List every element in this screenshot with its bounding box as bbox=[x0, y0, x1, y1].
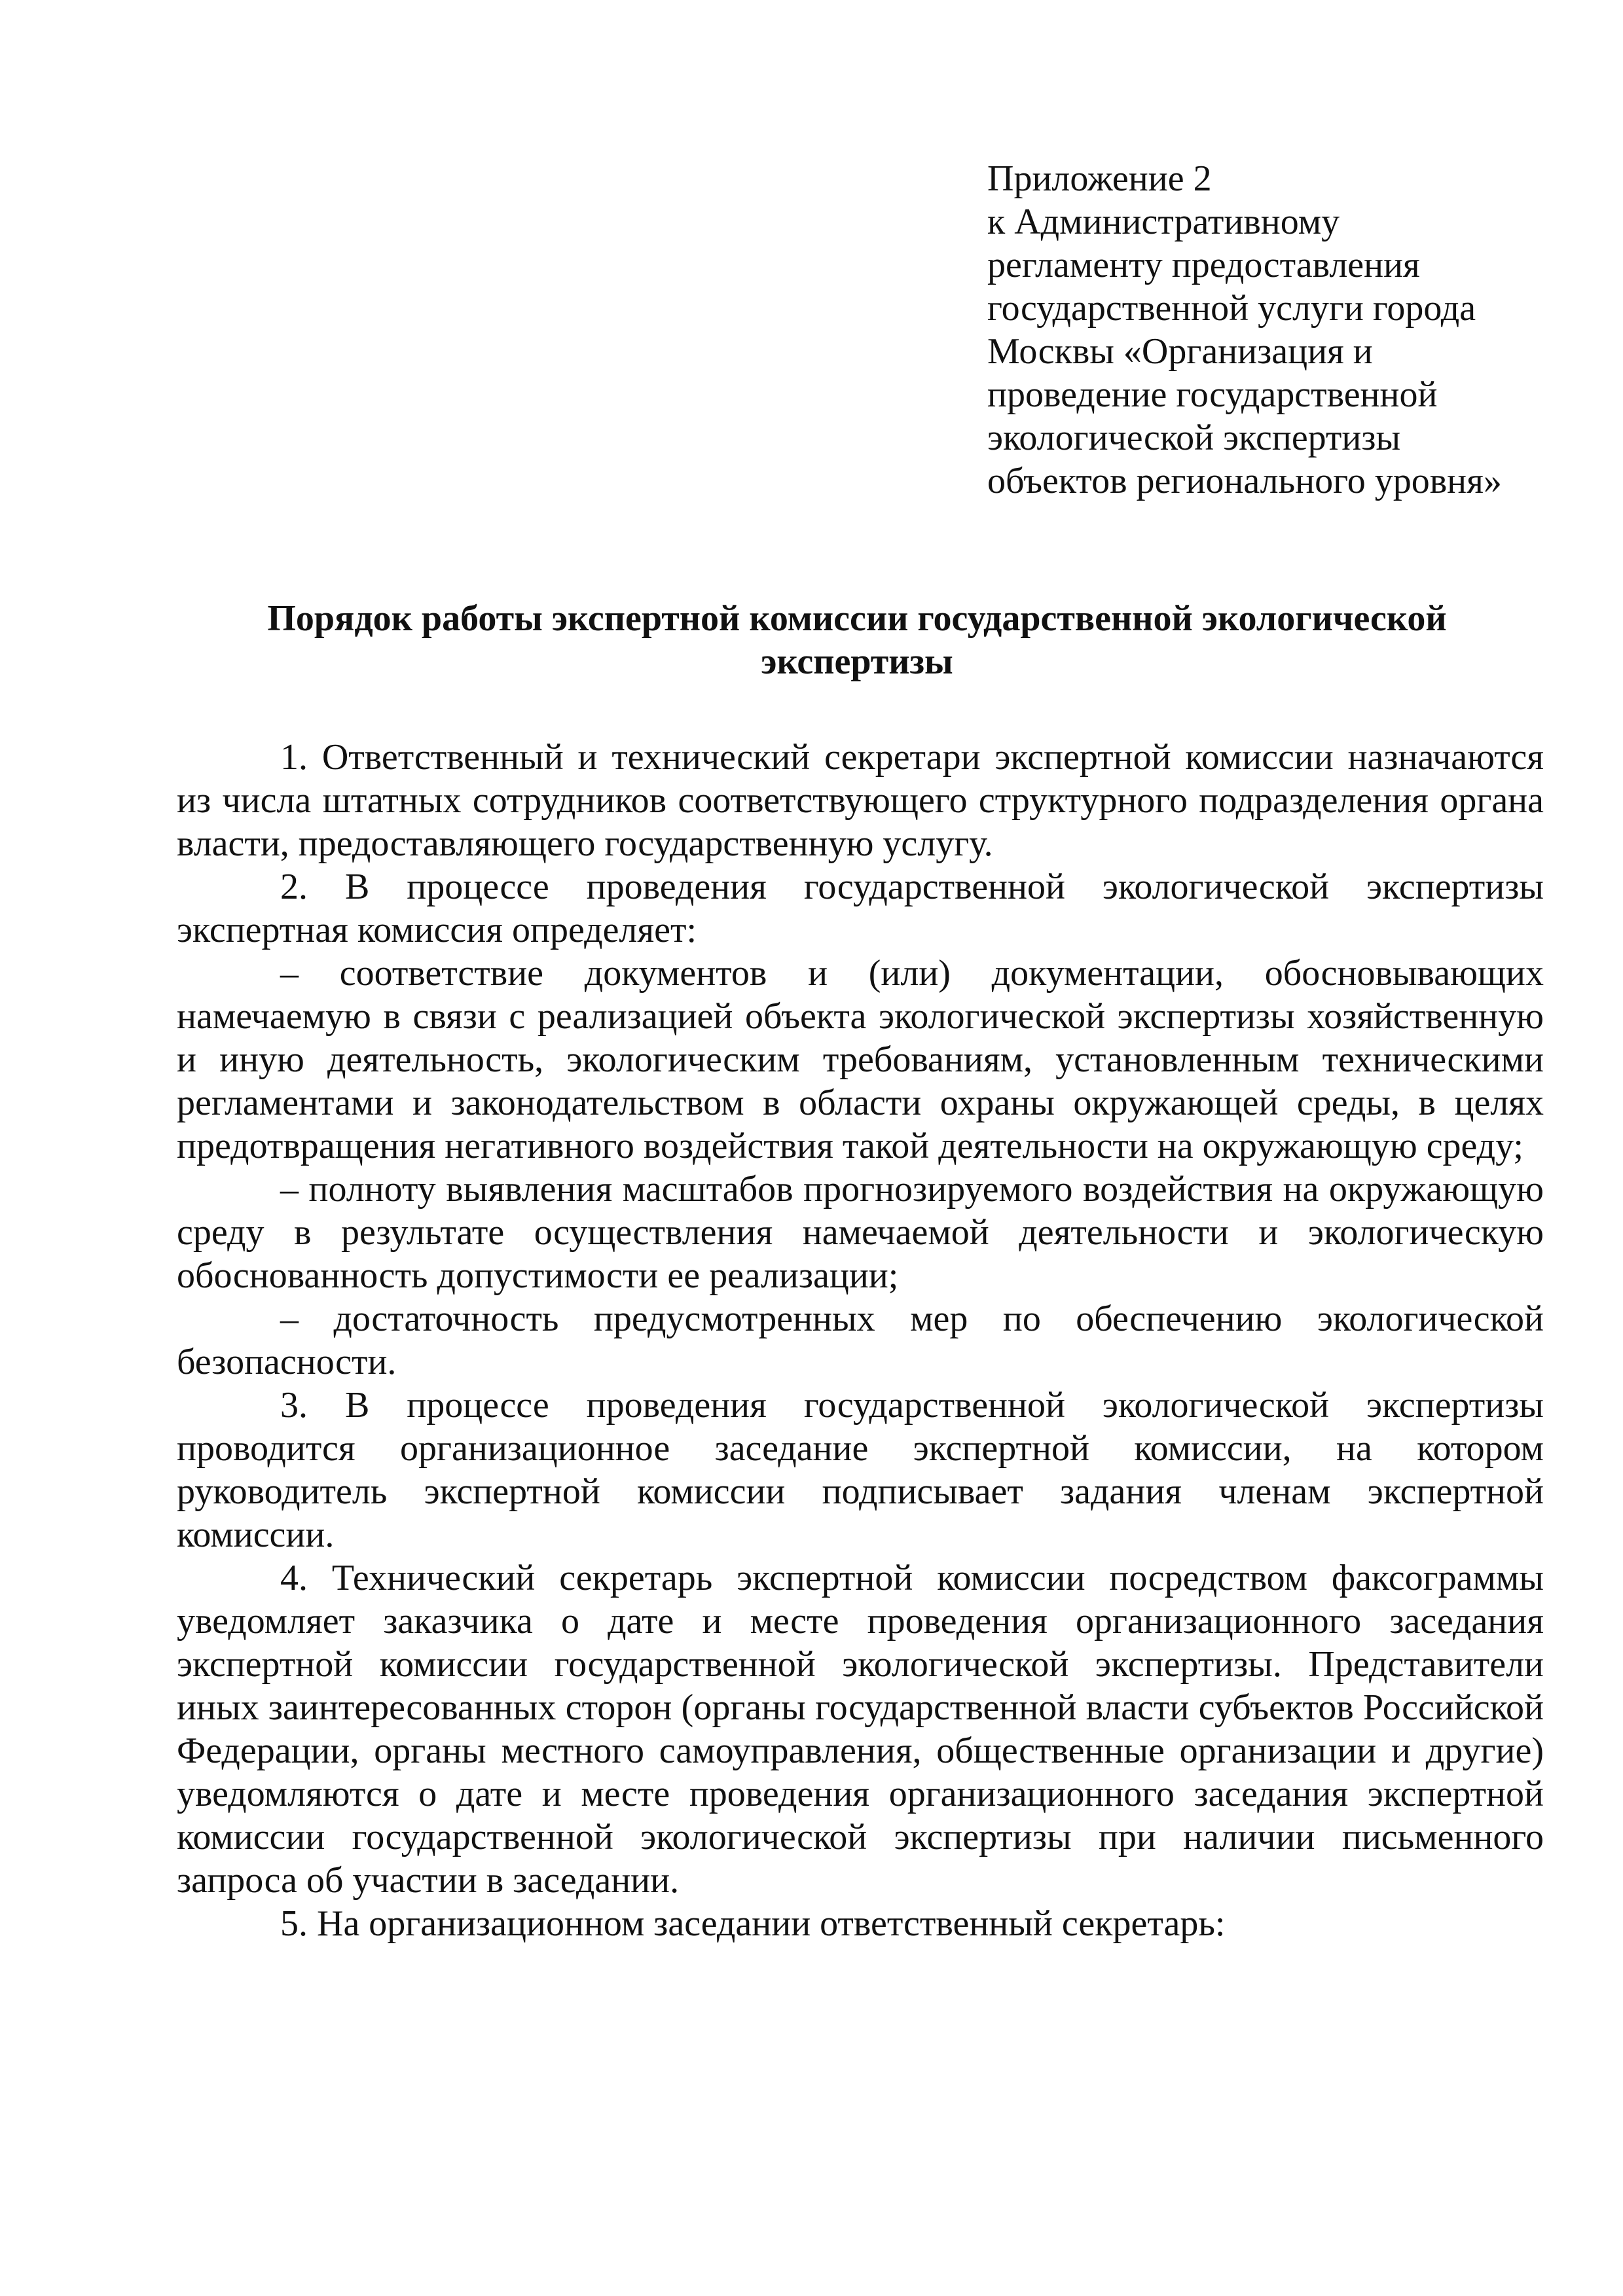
appendix-line: регламенту предоставления bbox=[987, 245, 1420, 285]
paragraph-2-item-1: – соответствие документов и (или) документации, обосновывающих намечаемую в связи с реализацией объекта экологической экспертизы хозяйственную и иную деятельность, экологическим требованиям, установленным техническими регламентами и законодательством в области охраны окружающей среды, в целях предотвращения негативного воздействия такой деятельности на окружающую среду; bbox=[177, 953, 1544, 1166]
appendix-line: Приложение 2 bbox=[987, 158, 1212, 199]
paragraph-3: 3. В процессе проведения государственной экологической экспертизы проводится организационное заседание экспертной комиссии, на котором руководитель экспертной комиссии подписывает задания членам экспертной комиссии. bbox=[177, 1385, 1544, 1555]
paragraph-5: 5. На организационном заседании ответственный секретарь: bbox=[280, 1903, 1226, 1944]
appendix-line: государственной услуги города bbox=[987, 288, 1476, 329]
document-body bbox=[177, 736, 1544, 1945]
paragraph-2-item-3: – достаточность предусмотренных мер по обеспечению экологической безопасности. bbox=[177, 1299, 1544, 1382]
appendix-line: проведение государственной bbox=[987, 374, 1438, 415]
appendix-line: Москвы «Организация и bbox=[987, 331, 1373, 372]
document-title: Порядок работы экспертной комиссии государственной экологической экспертизы bbox=[267, 598, 1447, 682]
paragraph-2-item-2: – полноту выявления масштабов прогнозируемого воздействия на окружающую среду в результате осуществления намечаемой деятельности и экологическую обоснованность допустимости ее реализации; bbox=[177, 1169, 1544, 1296]
paragraph-1: 1. Ответственный и технический секретари экспертной комиссии назначаются из числа штатных сотрудников соответствующего структурного подразделения органа власти, предоставляющего государственную услугу. bbox=[177, 737, 1544, 864]
appendix-line: объектов регионального уровня» bbox=[987, 461, 1502, 501]
appendix-line: к Административному bbox=[987, 202, 1340, 242]
appendix-block bbox=[987, 157, 1577, 503]
paragraph-4: 4. Технический секретарь экспертной комиссии посредством факсограммы уведомляет заказчика о дате и месте проведения организационного заседания экспертной комиссии государственной экологической экспертизы. Представители иных заинтересованных сторон (органы государственной власти субъектов Российской Федерации, органы местного самоуправления, общественные организации и другие) уведомляются о дате и месте проведения организационного заседания экспертной комиссии государственной экологической экспертизы при наличии письменного запроса об участии в заседании. bbox=[177, 1558, 1544, 1901]
paragraph-2: 2. В процессе проведения государственной экологической экспертизы экспертная комиссия определяет: bbox=[177, 867, 1544, 950]
appendix-line: экологической экспертизы bbox=[987, 418, 1401, 458]
